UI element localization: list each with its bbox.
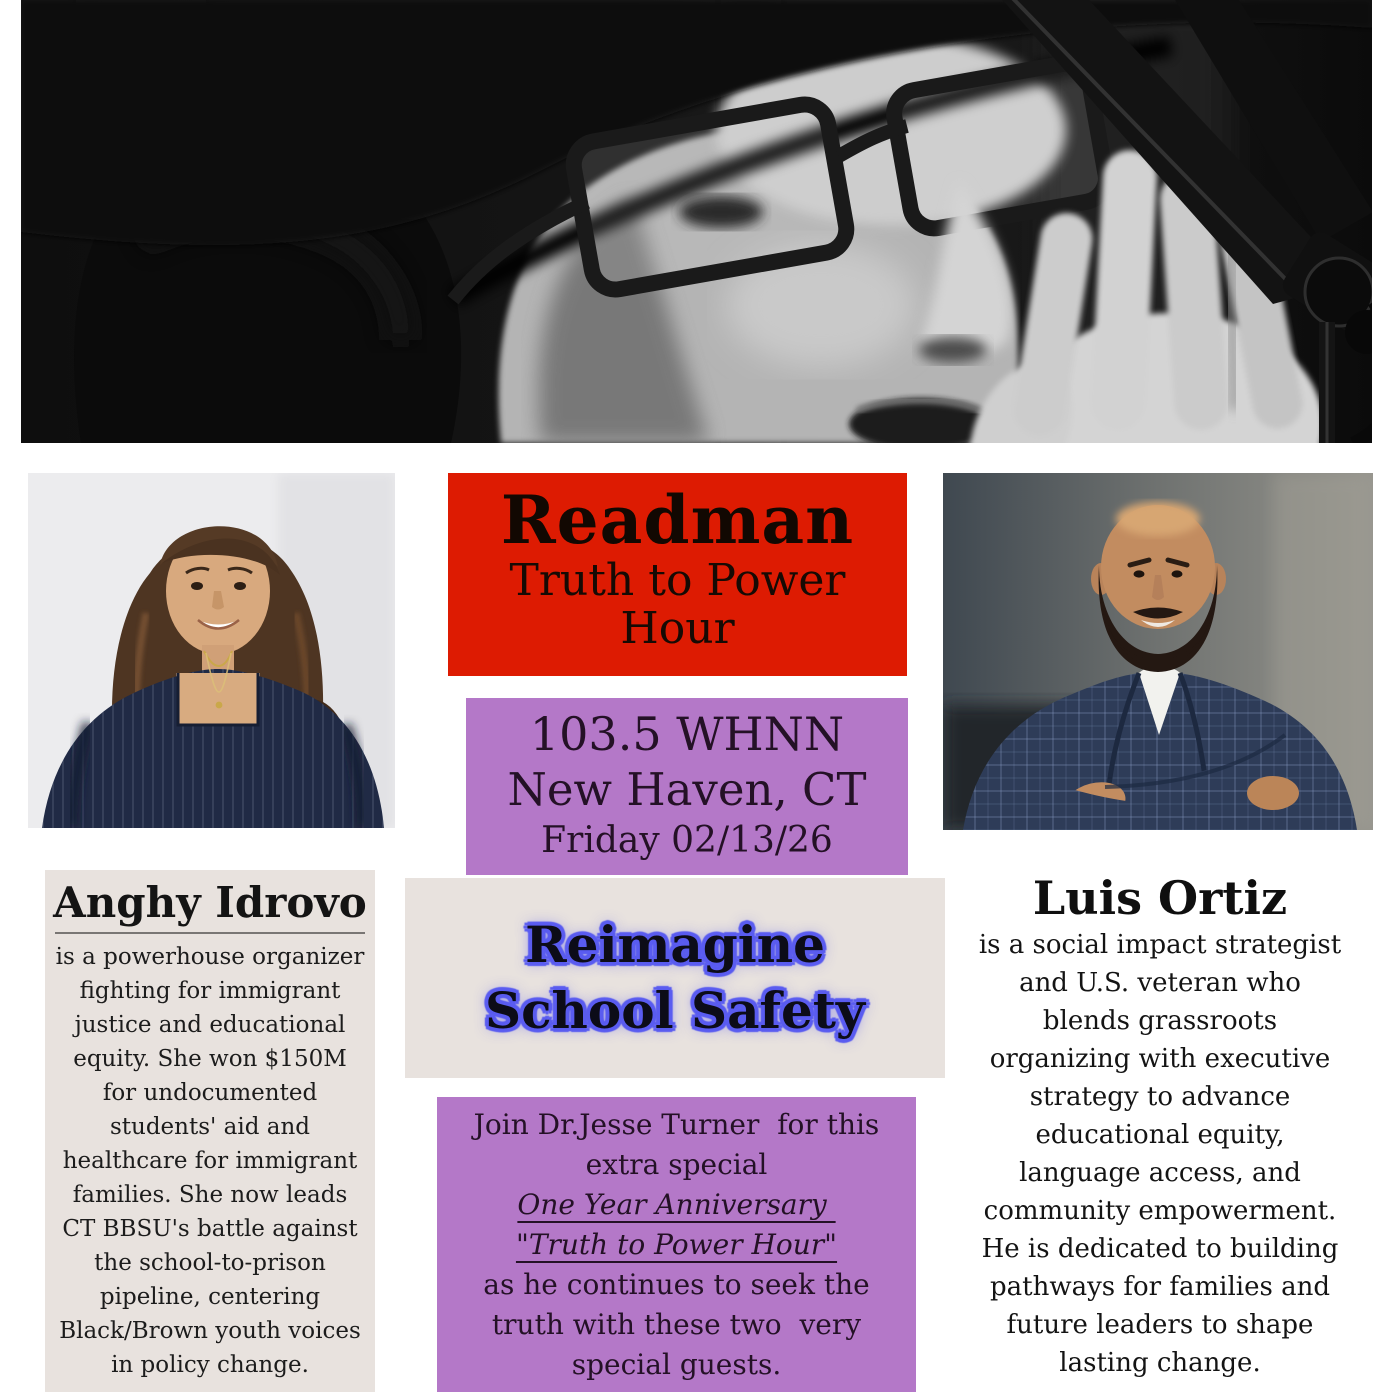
station-frequency: 103.5 WHNN: [529, 707, 845, 761]
text-line: special guests.: [571, 1348, 782, 1381]
promo-intro: [437, 1105, 916, 1185]
guest-left-name: Anghy Idrovo: [53, 878, 367, 927]
text-line: for undocumented: [102, 1080, 318, 1106]
text-line: justice and educational: [74, 1012, 346, 1038]
text-line: Black/Brown youth voices: [59, 1318, 361, 1344]
text-line: families. She now leads: [72, 1182, 348, 1208]
text-line: in policy change.: [111, 1352, 309, 1378]
text-line: strategy to advance: [1029, 1082, 1291, 1112]
hero-photo: [21, 0, 1372, 443]
show-title-box: [448, 473, 907, 676]
guest-left-illustration: [28, 473, 395, 828]
text-line: He is dedicated to building: [981, 1234, 1339, 1264]
text-line: community empowerment.: [983, 1196, 1337, 1226]
guest-right-photo: [943, 473, 1373, 830]
text-line: educational equity,: [1035, 1120, 1285, 1150]
text-line: and U.S. veteran who: [1019, 968, 1301, 998]
text-line: as he continues to seek the: [483, 1268, 870, 1301]
guest-right-bio: [945, 926, 1375, 1382]
text-line: lasting change.: [1059, 1348, 1261, 1378]
text-line: pipeline, centering: [99, 1284, 321, 1310]
text-line: healthcare for immigrant: [62, 1148, 358, 1174]
topic-line1: Reimagine: [525, 915, 825, 974]
guest-right-illustration: [943, 473, 1373, 830]
text-line: equity. She won $150M: [73, 1046, 347, 1072]
text-line: fighting for immigrant: [79, 978, 341, 1004]
text-line: organizing with executive: [989, 1044, 1331, 1074]
text-line: Join Dr.Jesse Turner for this: [473, 1108, 880, 1141]
text-line: future leaders to shape: [1006, 1310, 1314, 1340]
promo-outro: [437, 1265, 916, 1385]
guest-right-name: Luis Ortiz: [1032, 871, 1288, 925]
text-line: the school-to-prison: [94, 1250, 326, 1276]
text-line: is a powerhouse organizer: [55, 944, 365, 970]
guest-right-bio-box: [945, 870, 1375, 1395]
text-line: is a social impact strategist: [978, 930, 1342, 960]
title-underline: [55, 932, 365, 934]
guest-left-photo: [28, 473, 395, 828]
text-line: truth with these two very: [491, 1308, 862, 1341]
text-line: extra special: [585, 1148, 768, 1181]
text-line: blends grassroots: [1042, 1006, 1278, 1036]
text-line: students' aid and: [109, 1114, 311, 1140]
text-line: pathways for families and: [990, 1272, 1330, 1302]
show-title: Readman: [500, 481, 855, 559]
show-subtitle-line1: Truth to Power: [509, 555, 846, 606]
show-subtitle-line2: Hour: [620, 603, 735, 654]
promo-box: [437, 1097, 916, 1392]
text-line: One Year Anniversary: [517, 1188, 836, 1221]
station-city: New Haven, CT: [507, 763, 867, 816]
hero-photo-illustration: [21, 0, 1372, 443]
station-info-box: [466, 698, 908, 875]
topic-line2: School Safety: [485, 981, 865, 1040]
guest-left-bio: [45, 940, 375, 1382]
text-line: "Truth to Power Hour": [515, 1228, 838, 1261]
text-line: CT BBSU's battle against: [62, 1216, 358, 1242]
broadcast-date: Friday 02/13/26: [541, 820, 833, 861]
promo-anniversary: [437, 1185, 916, 1265]
text-line: language access, and: [1019, 1158, 1301, 1188]
topic-box: [405, 878, 945, 1078]
guest-left-bio-box: [45, 870, 375, 1392]
